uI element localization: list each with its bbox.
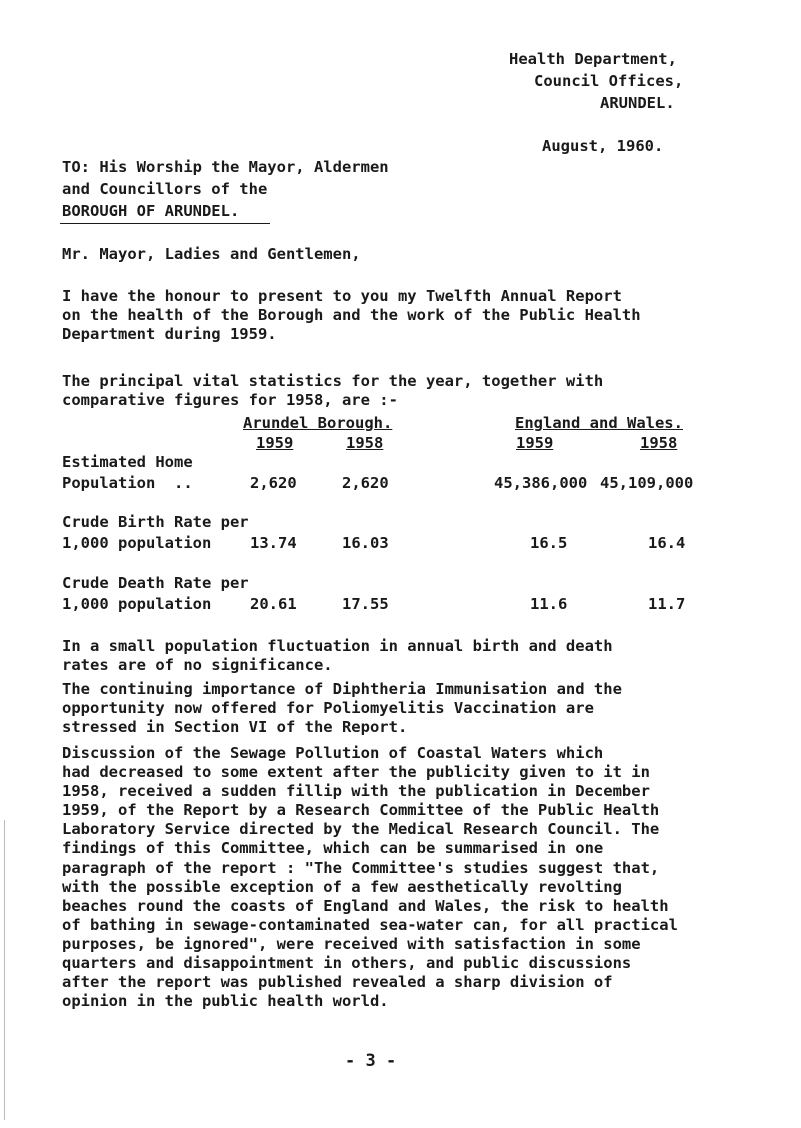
header-address-line-3: ARUNDEL. <box>600 94 675 112</box>
cell-value: 20.61 <box>250 595 297 613</box>
year-header-arundel-1959: 1959 <box>256 434 294 452</box>
cell-value: 16.4 <box>648 534 686 552</box>
stats-intro-line: comparative figures for 1958, are :- <box>62 391 398 409</box>
body-line: In a small population fluctuation in annual birth and death <box>62 637 613 655</box>
year-header-ew-1959: 1959 <box>516 434 554 452</box>
body-line: 1958, received a sudden fillip with the publication in December <box>62 782 650 801</box>
body-line: Laboratory Service directed by the Medical Research Council. The <box>62 820 660 839</box>
cell-value: 17.55 <box>342 595 389 613</box>
paragraph-population-fluctuation <box>62 637 752 675</box>
body-line: paragraph of the report : "The Committee's studies suggest that, <box>62 858 660 877</box>
year-header-ew-1958: 1958 <box>640 434 678 452</box>
group-header-arundel: Arundel Borough. <box>243 414 393 432</box>
addressee-line-3: BOROUGH OF ARUNDEL. <box>62 202 240 220</box>
paragraph-immunisation <box>62 680 752 737</box>
row-label-line: Estimated Home <box>62 453 193 471</box>
body-line: quarters and disappointment in others, and public discussions <box>62 954 632 973</box>
addressee-line-1: TO: His Worship the Mayor, Aldermen <box>62 158 389 176</box>
cell-value: 2,620 <box>250 474 297 492</box>
cell-value: 45,109,000 <box>600 474 694 492</box>
group-header-england-wales: England and Wales. <box>515 414 683 432</box>
report-date: August, 1960. <box>542 137 664 155</box>
stats-intro-paragraph <box>62 372 752 410</box>
cell-value: 2,620 <box>342 474 389 492</box>
cell-value: 16.5 <box>530 534 568 552</box>
row-label-line: Crude Birth Rate per <box>62 513 249 531</box>
body-line: with the possible exception of a few aesthetically revolting <box>62 877 622 896</box>
stats-intro-line: The principal vital statistics for the year, together with <box>62 372 604 390</box>
addressee-underline <box>60 223 270 224</box>
paragraph-sewage-pollution <box>62 744 752 1011</box>
body-line: stressed in Section VI of the Report. <box>62 718 408 736</box>
scan-edge-line <box>4 820 5 1120</box>
row-label-line: Population .. <box>62 474 193 492</box>
cell-value: 16.03 <box>342 534 389 552</box>
header-address-line-2: Council Offices, <box>534 72 684 90</box>
body-line: beaches round the coasts of England and Wales, the risk to health <box>62 896 669 915</box>
intro-paragraph <box>62 287 752 344</box>
cell-value: 13.74 <box>250 534 297 552</box>
body-line: after the report was published revealed a sharp division of <box>62 973 613 992</box>
body-line: Discussion of the Sewage Pollution of Coastal Waters which <box>62 744 604 762</box>
cell-value: 45,386,000 <box>494 474 588 492</box>
year-header-arundel-1958: 1958 <box>346 434 384 452</box>
body-line: findings of this Committee, which can be summarised in one <box>62 839 604 858</box>
body-line: The continuing importance of Diphtheria Immunisation and the <box>62 680 622 698</box>
row-label-line: 1,000 population <box>62 595 212 613</box>
body-line: rates are of no significance. <box>62 656 333 674</box>
row-label-line: 1,000 population <box>62 534 212 552</box>
salutation: Mr. Mayor, Ladies and Gentlemen, <box>62 245 361 263</box>
intro-line: on the health of the Borough and the work of the Public Health <box>62 306 641 324</box>
body-line: purposes, be ignored", were received with satisfaction in some <box>62 934 641 953</box>
addressee-line-2: and Councillors of the <box>62 180 268 198</box>
body-line: opportunity now offered for Poliomyelitis Vaccination are <box>62 699 594 717</box>
cell-value: 11.7 <box>648 595 686 613</box>
body-line: of bathing in sewage-contaminated sea-water can, for all practical <box>62 915 678 934</box>
page-number: - 3 - <box>345 1051 397 1071</box>
cell-value: 11.6 <box>530 595 568 613</box>
body-line: 1959, of the Report by a Research Committee of the Public Health <box>62 801 660 820</box>
body-line: opinion in the public health world. <box>62 992 389 1011</box>
body-line: had decreased to some extent after the publicity given to it in <box>62 763 650 782</box>
row-label-line: Crude Death Rate per <box>62 574 249 592</box>
header-address-line-1: Health Department, <box>509 50 677 68</box>
intro-line: Department during 1959. <box>62 325 277 343</box>
intro-line: I have the honour to present to you my Twelfth Annual Report <box>62 287 622 305</box>
